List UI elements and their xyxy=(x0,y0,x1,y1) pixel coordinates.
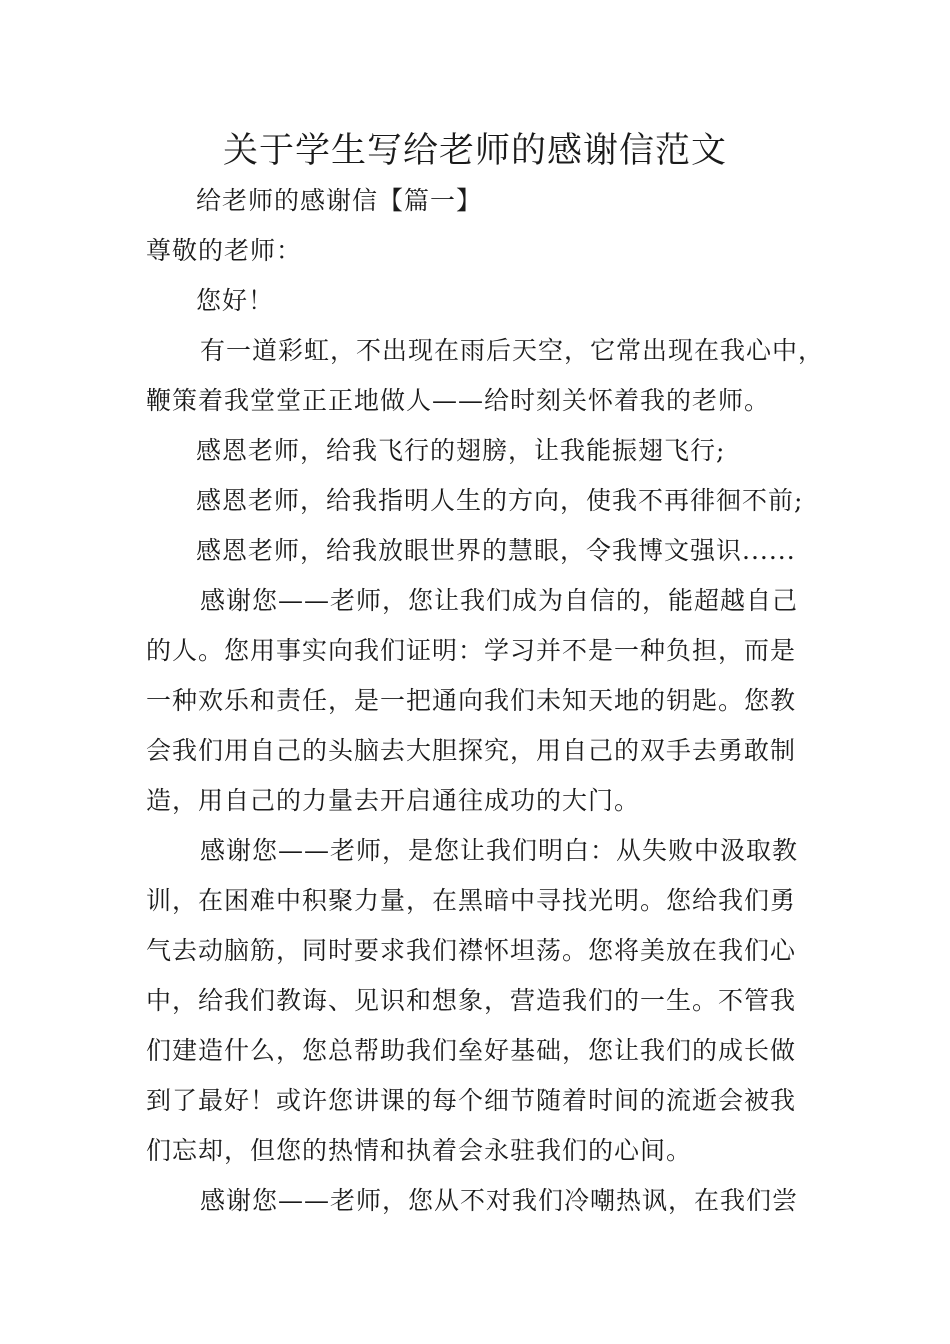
paragraph-line: 的人。您用事实向我们证明：学习并不是一种负担，而是 xyxy=(146,636,797,665)
paragraph-line: 感谢您——老师，您从不对我们冷嘲热讽，在我们尝 xyxy=(200,1186,799,1215)
greeting: 您好！ xyxy=(196,286,275,315)
paragraph-line: 中，给我们教诲、见识和想象，营造我们的一生。不管我 xyxy=(146,986,797,1015)
paragraph-line: 鞭策着我堂堂正正地做人——给时刻关怀着我的老师。 xyxy=(146,386,771,415)
paragraph-line: 感谢您——老师，是您让我们明白：从失败中汲取教 xyxy=(200,836,799,865)
paragraph-line: 感恩老师，给我指明人生的方向，使我不再徘徊不前; xyxy=(196,486,804,515)
salutation: 尊敬的老师： xyxy=(146,236,303,265)
paragraph-line: 一种欢乐和责任，是一把通向我们未知天地的钥匙。您教 xyxy=(146,686,797,715)
paragraph-line: 有一道彩虹，不出现在雨后天空，它常出现在我心中， xyxy=(200,336,825,365)
paragraph-line: 到了最好！或许您讲课的每个细节随着时间的流逝会被我 xyxy=(146,1086,797,1115)
paragraph-line: 们建造什么，您总帮助我们垒好基础，您让我们的成长做 xyxy=(146,1036,797,1065)
paragraph-line: 气去动脑筋，同时要求我们襟怀坦荡。您将美放在我们心 xyxy=(146,936,797,965)
paragraph-line: 造，用自己的力量去开启通往成功的大门。 xyxy=(146,786,641,815)
section-heading: 给老师的感谢信【篇一】 xyxy=(196,186,483,215)
paragraph-line: 们忘却，但您的热情和执着会永驻我们的心间。 xyxy=(146,1136,693,1165)
paragraph-line: 感谢您——老师，您让我们成为自信的，能超越自己 xyxy=(200,586,799,615)
paragraph-line: 感恩老师，给我飞行的翅膀，让我能振翅飞行; xyxy=(196,436,726,465)
paragraph-line: 训，在困难中积聚力量，在黑暗中寻找光明。您给我们勇 xyxy=(146,886,797,915)
paragraph-line: 感恩老师，给我放眼世界的慧眼，令我博文强识...... xyxy=(196,536,796,565)
paragraph-line: 会我们用自己的头脑去大胆探究，用自己的双手去勇敢制 xyxy=(146,736,797,765)
document-title: 关于学生写给老师的感谢信范文 xyxy=(222,131,727,171)
